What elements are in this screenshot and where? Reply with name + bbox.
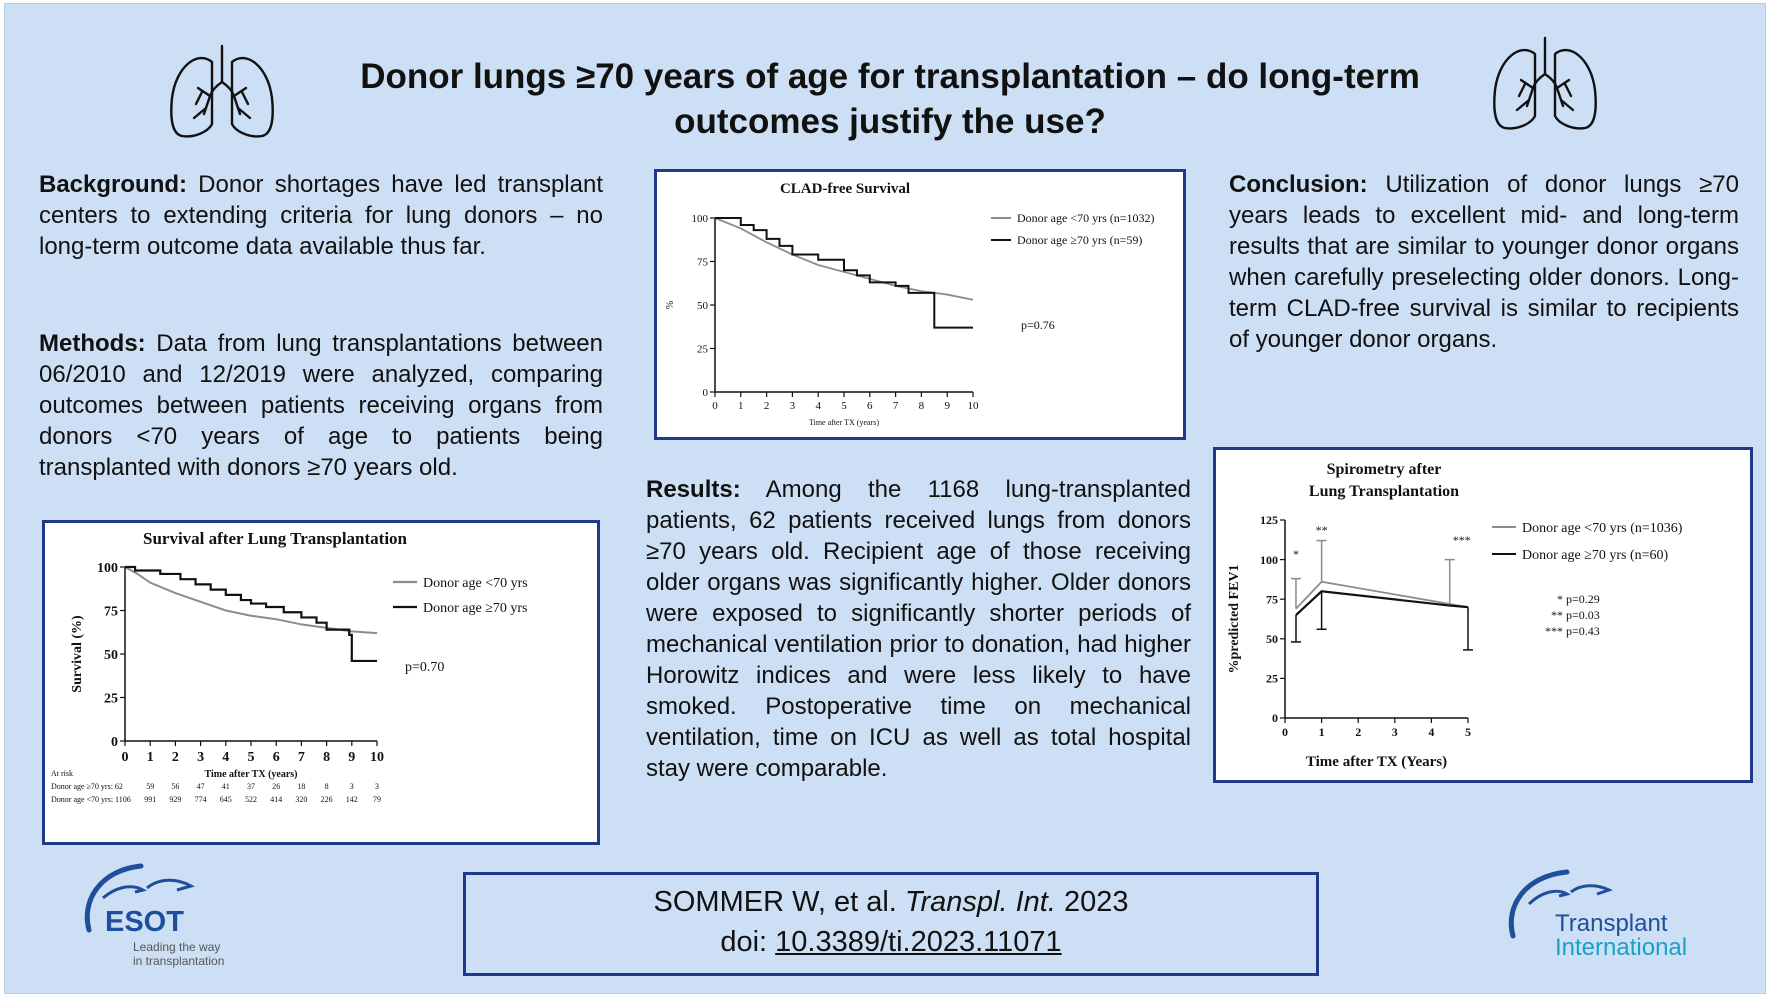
x-tick-label: 5 (247, 750, 255, 765)
background-text: Donor shortages have led transplant centers to extending criteria for lung donors – no long-term outcome data available thus far. (39, 171, 604, 260)
p-value-annotation: p=0.76 (1021, 318, 1055, 332)
y-tick-label: 75 (697, 256, 708, 269)
esot-logo (81, 860, 251, 972)
p-value-stars: * (1557, 592, 1563, 606)
spirometry-chart-svg (1216, 450, 1756, 786)
y-axis-label: %predicted FEV1 (1227, 564, 1242, 674)
lungs-icon (1491, 36, 1599, 132)
at-risk-value: 414 (270, 795, 283, 804)
conclusion-text: Utilization of donor lungs ≥70 years leads to excellent mid- and long-term results that are similar to younger donor organs when carefully preselecting older donors. Long-term CLAD-free survival is similar to recipients of younger donor organs. (1229, 171, 1739, 353)
poster-title: Donor lungs ≥70 years of age for transplantation – do long-term outcomes justify the use? (360, 57, 1420, 141)
significance-mark: *** (1452, 533, 1471, 547)
at-risk-value: 3 (375, 782, 379, 791)
y-axis-label: Survival (%) (70, 615, 85, 693)
p-value-text: p=0.03 (1566, 608, 1600, 622)
x-tick-label: 2 (171, 750, 179, 765)
at-risk-value: 47 (196, 782, 205, 791)
at-risk-value: 3 (349, 782, 354, 791)
esot-tagline-2: in transplantation (133, 954, 225, 968)
y-tick-label: 100 (691, 212, 708, 225)
x-tick-label: 4 (222, 750, 230, 765)
ti-line-1: Transplant (1555, 910, 1668, 937)
legend-label: Donor age ≥70 yrs (n=59) (1017, 233, 1143, 247)
survival-chart-svg (45, 523, 603, 848)
y-tick-label: 0 (702, 386, 708, 399)
spirometry-chart (1213, 447, 1753, 783)
x-tick-label: 6 (867, 400, 873, 412)
clad-chart-svg (657, 172, 1189, 443)
p-value-stars: ** (1551, 608, 1563, 622)
x-tick-label: 6 (272, 750, 280, 765)
x-tick-label: 8 (323, 750, 331, 765)
x-tick-label: 4 (1428, 725, 1435, 739)
citation-authors: SOMMER W, et al. (653, 886, 897, 918)
x-tick-label: 3 (197, 750, 205, 765)
p-value-stars: *** (1545, 624, 1563, 638)
citation-year: 2023 (1063, 886, 1129, 918)
y-tick-label: 75 (104, 604, 118, 620)
at-risk-value: 59 (146, 782, 155, 791)
transplant-international-logo (1505, 864, 1725, 964)
methods-heading: Methods: (39, 330, 146, 357)
y-tick-label: 125 (1260, 513, 1278, 528)
ti-line-2: International (1555, 934, 1688, 961)
citation-journal: Transpl. Int. (904, 886, 1056, 918)
at-risk-label: At risk (51, 769, 73, 778)
x-axis-label: Time after TX (Years) (1305, 754, 1448, 770)
conclusion-heading: Conclusion: (1229, 171, 1368, 198)
esot-tagline-1: Leading the way (133, 940, 221, 954)
legend-label: Donor age ≥70 yrs (n=60) (1522, 548, 1669, 563)
poster-slide (4, 3, 1766, 994)
citation-box (463, 872, 1319, 976)
y-tick-label: 25 (1266, 671, 1278, 686)
chart-title-line-1: Spirometry after (1326, 461, 1442, 478)
esot-name: ESOT (105, 906, 184, 938)
x-tick-label: 0 (712, 400, 718, 412)
y-tick-label: 50 (697, 299, 708, 312)
at-risk-value: 226 (320, 795, 333, 804)
at-risk-value: 320 (295, 795, 308, 804)
at-risk-value: 929 (169, 795, 182, 804)
legend-label: Donor age ≥70 yrs (423, 601, 528, 616)
x-tick-label: 1 (1318, 725, 1325, 739)
x-tick-label: 9 (944, 400, 950, 412)
survival-series-line (125, 567, 377, 661)
methods-text: Data from lung transplantations between 06/2010 and 12/2019 were analyzed, comparing outcomes between patients receiving organs from donors <70 years of age to patients being transplanted with donors ≥70 years old. (39, 330, 604, 481)
at-risk-value: 991 (144, 795, 157, 804)
methods-section (39, 328, 603, 483)
x-tick-label: 8 (918, 400, 925, 412)
y-tick-label: 0 (1272, 711, 1278, 726)
p-value-annotation: p=0.70 (405, 660, 445, 675)
at-risk-row-label: Donor age ≥70 yrs: 62 (51, 782, 123, 791)
y-tick-label: 25 (104, 691, 118, 707)
legend-label: Donor age <70 yrs (n=1036) (1522, 521, 1683, 536)
at-risk-value: 142 (345, 795, 358, 804)
background-heading: Background: (39, 171, 188, 198)
doi-link[interactable]: 10.3389/ti.2023.11071 (775, 926, 1062, 958)
p-value-text: p=0.29 (1566, 592, 1600, 606)
at-risk-value: 56 (171, 782, 180, 791)
y-tick-label: 100 (97, 560, 118, 576)
y-tick-label: 25 (697, 343, 708, 356)
lungs-icon (168, 44, 276, 140)
x-tick-label: 2 (1355, 725, 1362, 739)
x-tick-label: 1 (146, 750, 154, 765)
conclusion-section (1229, 169, 1739, 355)
survival-chart (42, 520, 600, 845)
citation-line (466, 882, 1316, 922)
at-risk-value: 774 (194, 795, 207, 804)
at-risk-value: 8 (324, 782, 329, 791)
at-risk-row-label: Donor age <70 yrs: 1106 (51, 795, 131, 804)
at-risk-value: 41 (221, 782, 230, 791)
y-tick-label: 0 (111, 734, 118, 750)
y-tick-label: 75 (1266, 592, 1278, 607)
chart-title-line-2: Lung Transplantation (1308, 483, 1460, 500)
significance-mark: * (1292, 547, 1299, 561)
y-tick-label: 100 (1260, 552, 1278, 567)
results-text: Among the 1168 lung-transplanted patients, 62 patients received lungs from donors ≥70 years old. Recipient age of those receiving older organs was significantly higher. Older donors were exposed to significantly shorter periods of mechanical ventilation prior to donation, had higher Horowitz indices and were less likely to have smoked. Postoperative time on mechanical ventilation, time on ICU as well as total hospital stay were comparable. (646, 476, 1191, 782)
x-tick-label: 5 (841, 400, 847, 412)
clad-free-survival-chart (654, 169, 1186, 440)
significance-mark: ** (1315, 523, 1328, 537)
y-tick-label: 50 (104, 647, 118, 663)
x-tick-label: 3 (789, 400, 796, 412)
x-tick-label: 10 (967, 400, 979, 412)
at-risk-value: 79 (373, 795, 381, 804)
x-tick-label: 0 (1282, 725, 1288, 739)
results-section (646, 474, 1191, 784)
results-heading: Results: (646, 476, 741, 503)
x-axis-label: Time after TX (years) (809, 418, 879, 427)
background-section (39, 169, 603, 262)
x-tick-label: 4 (815, 400, 821, 412)
y-axis-label: % (665, 300, 676, 310)
x-tick-label: 10 (370, 750, 384, 765)
chart-title: Survival after Lung Transplantation (142, 529, 408, 548)
at-risk-value: 37 (247, 782, 255, 791)
doi-line (466, 922, 1316, 962)
x-tick-label: 3 (1391, 725, 1398, 739)
x-tick-label: 1 (738, 400, 744, 412)
x-tick-label: 0 (121, 750, 129, 765)
at-risk-value: 26 (272, 782, 281, 791)
doi-prefix: doi: (720, 926, 776, 958)
legend-label: Donor age <70 yrs (n=1032) (1017, 211, 1155, 225)
chart-title: CLAD-free Survival (779, 181, 911, 197)
at-risk-value: 18 (297, 782, 306, 791)
x-tick-label: 7 (297, 750, 305, 765)
at-risk-value: 522 (245, 795, 257, 804)
legend-label: Donor age <70 yrs (423, 576, 528, 591)
x-axis-label: Time after TX (years) (204, 769, 298, 780)
x-tick-label: 7 (892, 400, 899, 412)
x-tick-label: 2 (763, 400, 770, 412)
x-tick-label: 9 (348, 750, 356, 765)
x-tick-label: 5 (1465, 725, 1471, 739)
y-tick-label: 50 (1266, 632, 1278, 646)
p-value-text: p=0.43 (1566, 624, 1600, 638)
at-risk-value: 645 (219, 795, 232, 804)
